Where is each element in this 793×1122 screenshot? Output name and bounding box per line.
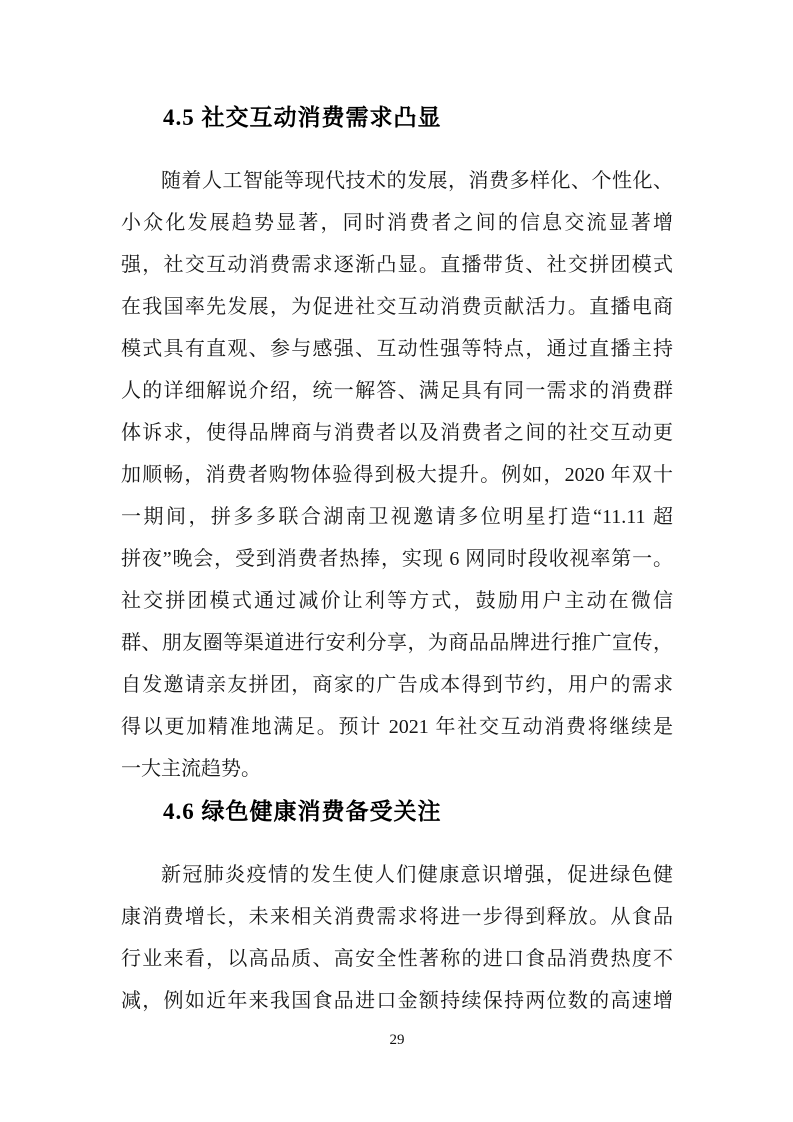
page-number: 29 — [389, 1032, 405, 1048]
paragraph-line: 行业来看，以高品质、高安全性著称的进口食品消费热度不 — [121, 948, 673, 970]
paragraph-line: 得以更加精准地满足。预计 2021 年社交互动消费将继续是 — [121, 716, 673, 738]
paragraph-line: 小众化发展趋势显著，同时消费者之间的信息交流显著增 — [121, 212, 673, 234]
paragraph-line: 随着人工智能等现代技术的发展，消费多样化、个性化、 — [161, 170, 673, 192]
paragraph-line: 体诉求，使得品牌商与消费者以及消费者之间的社交互动更 — [121, 422, 673, 444]
paragraph-line: 群、朋友圈等渠道进行安利分享，为商品品牌进行推广宣传， — [121, 632, 673, 654]
paragraph-line: 康消费增长，未来相关消费需求将进一步得到释放。从食品 — [121, 906, 673, 928]
paragraph-line: 拼夜”晚会，受到消费者热捧，实现 6 网同时段收视率第一。 — [121, 548, 673, 570]
paragraph-line: 加顺畅，消费者购物体验得到极大提升。例如，2020 年双十 — [121, 464, 673, 486]
paragraph-line: 强，社交互动消费需求逐渐凸显。直播带货、社交拼团模式 — [121, 254, 673, 276]
section-heading-4-6: 4.6 绿色健康消费备受关注 — [163, 799, 442, 824]
paragraph-line: 在我国率先发展，为促进社交互动消费贡献活力。直播电商 — [121, 296, 673, 318]
section-heading-4-5: 4.5 社交互动消费需求凸显 — [163, 105, 442, 130]
paragraph-line: 人的详细解说介绍，统一解答、满足具有同一需求的消费群 — [121, 380, 673, 402]
paragraph-line: 一期间，拼多多联合湖南卫视邀请多位明星打造“11.11 超 — [121, 506, 673, 528]
paragraph-line: 社交拼团模式通过减价让利等方式，鼓励用户主动在微信 — [121, 590, 673, 612]
paragraph-4-5 — [121, 160, 673, 790]
page-content — [121, 0, 673, 1050]
paragraph-line: 减，例如近年来我国食品进口金额持续保持两位数的高速增 — [121, 990, 673, 1012]
paragraph-line: 模式具有直观、参与感强、互动性强等特点，通过直播主持 — [121, 338, 673, 360]
paragraph-line: 一大主流趋势。 — [121, 758, 261, 780]
paragraph-4-6 — [121, 854, 673, 1022]
paragraph-line: 自发邀请亲友拼团，商家的广告成本得到节约，用户的需求 — [121, 674, 673, 696]
paragraph-line: 新冠肺炎疫情的发生使人们健康意识增强，促进绿色健 — [161, 864, 673, 886]
